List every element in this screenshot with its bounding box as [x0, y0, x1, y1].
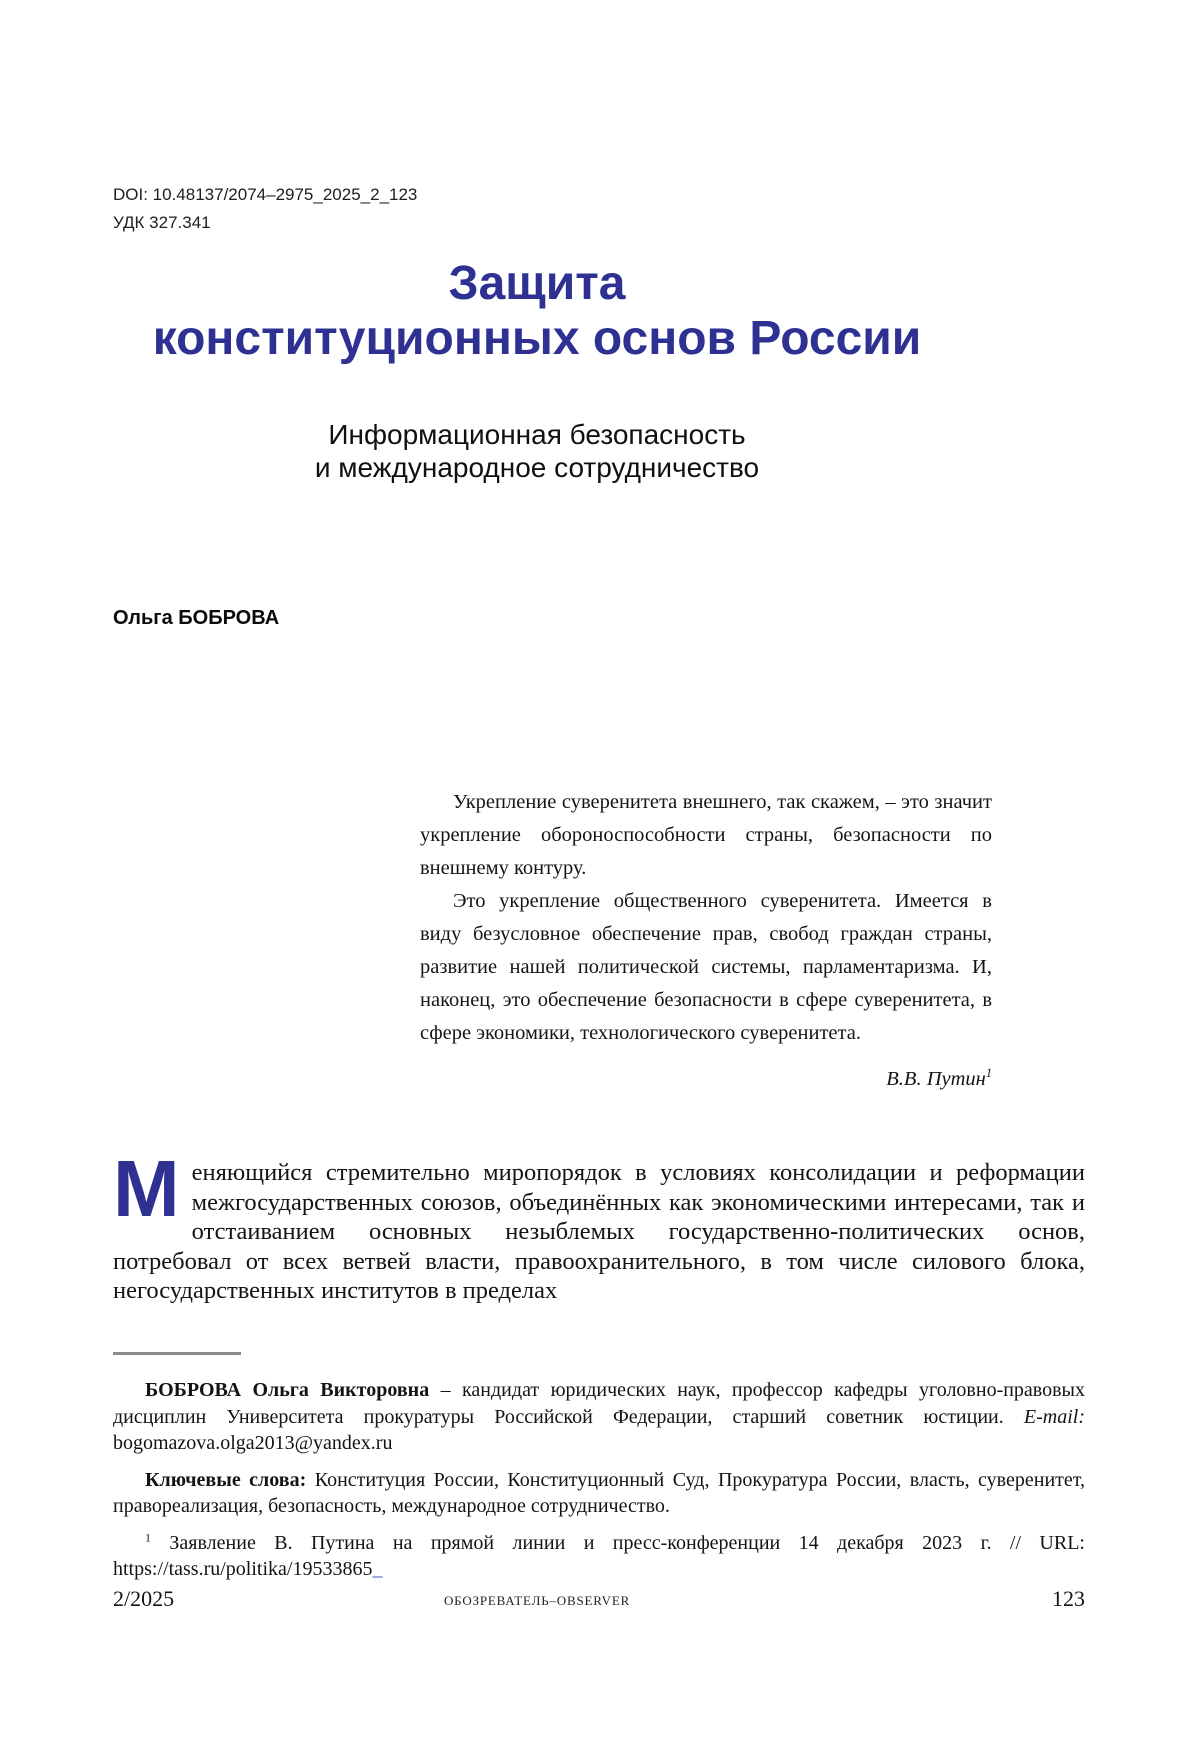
footnote-separator — [113, 1352, 241, 1355]
article-title-line1: Защита — [448, 257, 626, 310]
attribution-name: В.В. Путин — [886, 1068, 986, 1090]
footer-page-number: 123 — [1052, 1586, 1085, 1611]
author-name: Ольга БОБРОВА — [113, 607, 280, 629]
article-subtitle — [113, 418, 961, 484]
article-title — [113, 256, 961, 366]
article-subtitle-line2: и международное сотрудничество — [314, 452, 760, 483]
footnote-1-text: Заявление В. Путина на прямой линии и пресс-конференции 14 декабря 2023 г. // URL: https:// — [113, 1531, 1085, 1580]
page-footer — [113, 1586, 1085, 1618]
body-paragraph — [113, 1144, 1085, 1306]
footer-journal-name: ОБОЗРЕВАТЕЛЬ–OBSERVER — [443, 1593, 631, 1608]
body-paragraph-text: еняющийся стремительно миропорядок в условиях консолидации и реформации межгосударственных союзов, объединённых как экономическими интересами, так и отстаиванием основных незыблемых государственно-политических основ, потребовал от всех ветвей власти, правоохранительного, в том числе силового блока, негосударственных институтов в пределах — [113, 1159, 1085, 1304]
article-subtitle-line1: Информационная безопасность — [328, 419, 746, 450]
author-note-name: БОБРОВА Ольга Викторовна — [145, 1379, 430, 1401]
article-title-line2: конституционных основ России — [152, 312, 922, 365]
email-label: E-mail: — [1023, 1405, 1085, 1428]
author-note — [113, 1377, 1085, 1457]
footnote-1 — [113, 1530, 1085, 1583]
udc-line: УДК 327.341 — [113, 213, 211, 232]
epigraph-attribution — [420, 1063, 992, 1096]
epigraph-paragraph-2: Это укрепление общественного суверенитета. Имеется в виду безусловное обеспечение прав, свобод граждан страны, развитие нашей политической системы, парламентаризма. И, наконец, это обеспечение безопасности в сфере суверенитета, в сфере экономики, технологического суверенитета. — [420, 890, 992, 1044]
keywords-note — [113, 1467, 1085, 1520]
footnote-link-underscore: _ — [372, 1558, 383, 1580]
footnote-1-number: 1 — [145, 1529, 151, 1544]
doi-line: DOI: 10.48137/2074–2975_2025_2_123 — [113, 185, 418, 204]
keywords-label: Ключевые слова: — [145, 1468, 307, 1491]
article-meta — [113, 181, 417, 237]
drop-cap: М — [113, 1144, 180, 1233]
epigraph-paragraph-1: Укрепление суверенитета внешнего, так скажем, – это значит укрепление обороноспособности страны, безопасности по внешнему контуру. — [420, 791, 992, 879]
footer-issue: 2/2025 — [113, 1586, 175, 1611]
footnotes-block — [113, 1377, 1085, 1583]
keywords-text: Конституция России, Конституционный Суд, Прокуратура России, власть, суверенитет, правореализация, безопасность, международное сотрудничество. — [113, 1468, 1085, 1517]
attribution-footnote-ref: 1 — [985, 1066, 992, 1081]
epigraph — [420, 786, 992, 1096]
email-link[interactable]: bogomazova.olga2013@yandex.ru — [113, 1432, 393, 1454]
author-note-text: – кандидат юридических наук, профессор кафедры уголовно-правовых дисциплин Университета прокуратуры Российской Федерации, старший советник юстиции. — [113, 1379, 1085, 1428]
footnote-url-link[interactable]: tass.ru/politika/19533865 — [168, 1558, 373, 1580]
